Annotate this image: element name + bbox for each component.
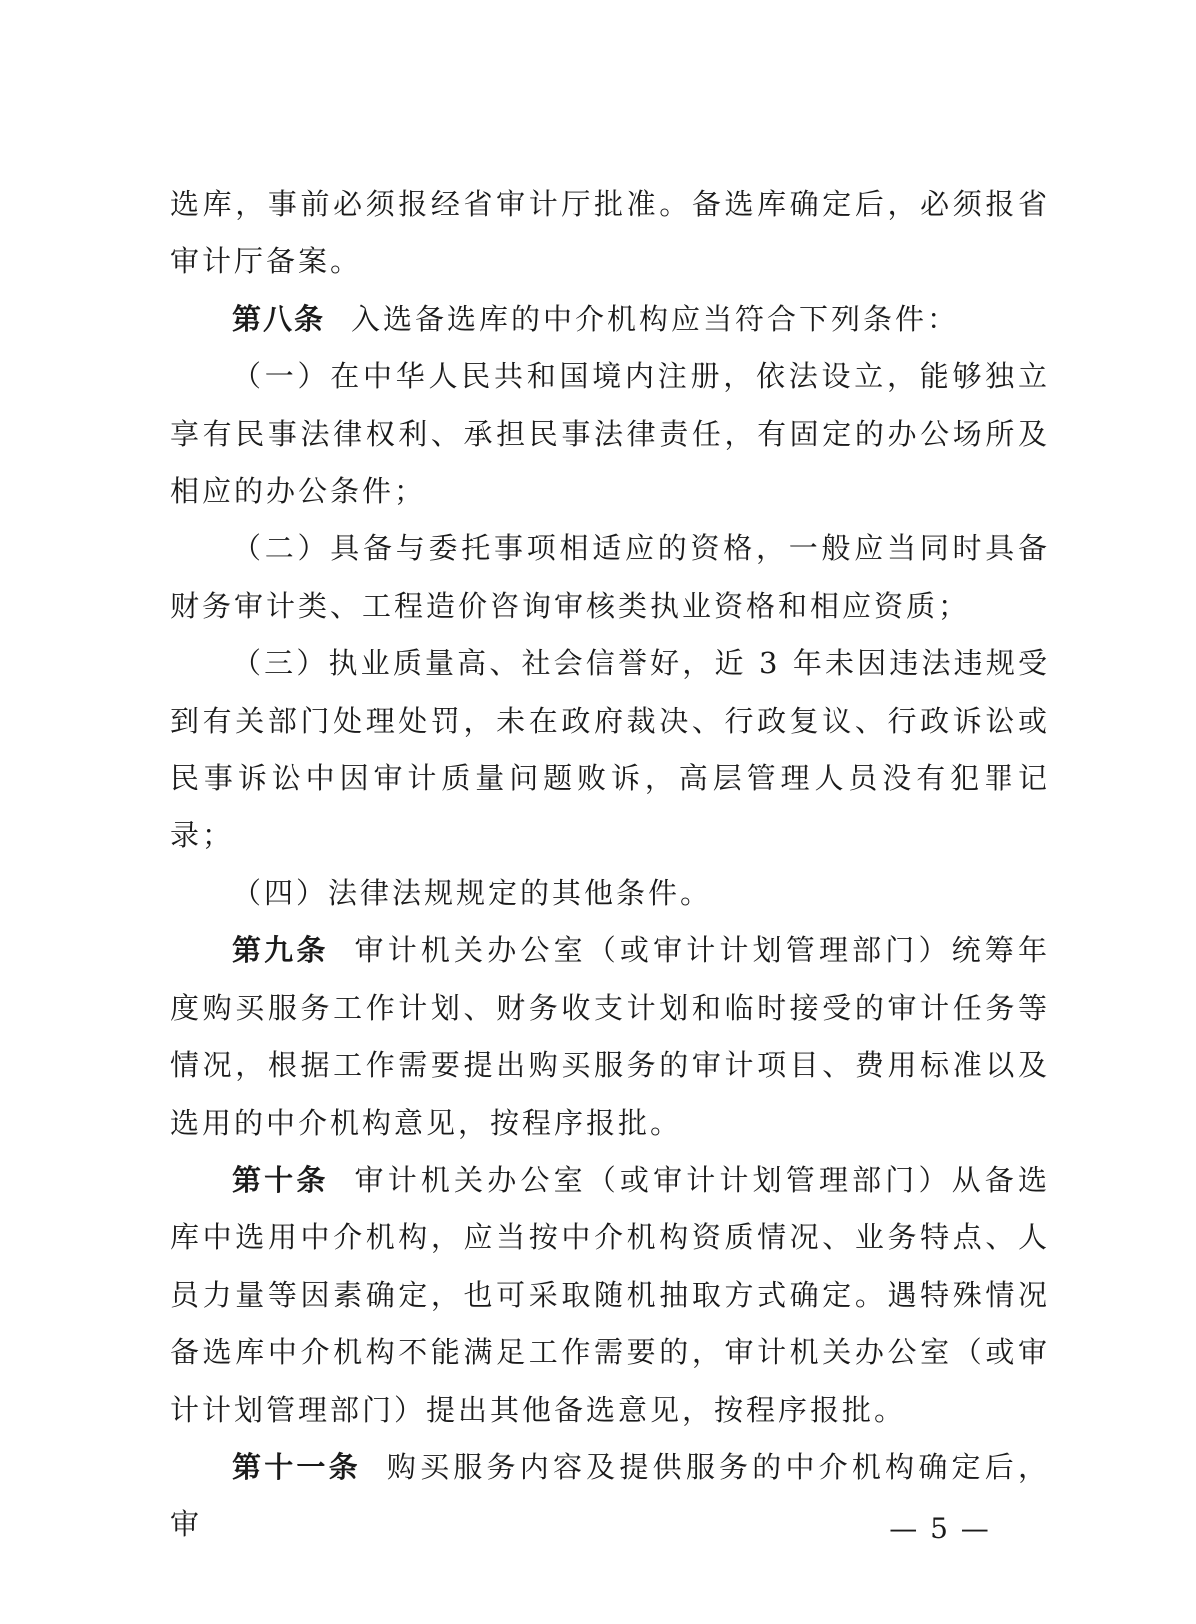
article-heading: 第十条 bbox=[232, 1162, 329, 1197]
page-number: — 5 — bbox=[889, 1512, 991, 1545]
list-item-4: （四）法律法规规定的其他条件。 bbox=[232, 875, 713, 910]
list-item-1: （一）在中华人民共和国境内注册，依法设立，能够独立享有民事法律权利、承担民事法律责任，有固定的办公场所及相应的办公条件； bbox=[170, 359, 1050, 509]
article-9 bbox=[170, 922, 1050, 1152]
article-10 bbox=[170, 1152, 1050, 1439]
article-text: 购买服务内容及提供服务的中介机构确定后，审 bbox=[170, 1449, 1050, 1542]
list-item-3: （三）执业质量高、社会信誉好，近 3 年未因违法违规受到有关部门处理处罚，未在政府裁决、行政复议、行政诉讼或民事诉讼中因审计质量问题败诉，高层管理人员没有犯罪记录； bbox=[170, 646, 1050, 853]
paragraph-continuation: 选库，事前必须报经省审计厅批准。备选库确定后，必须报省审计厅备案。 bbox=[170, 187, 1050, 279]
article-heading: 第十一条 bbox=[232, 1449, 361, 1484]
article-text: 审计机关办公室（或审计计划管理部门）统筹年度购买服务工作计划、财务收支计划和临时接受的审计任务等情况，根据工作需要提出购买服务的审计项目、费用标准以及选用的中介机构意见，按程序报批。 bbox=[170, 933, 1050, 1140]
body-text bbox=[170, 176, 1050, 1554]
list-item-2: （二）具备与委托事项相适应的资格，一般应当同时具备财务审计类、工程造价咨询审核类执业资格和相应资质； bbox=[170, 531, 1050, 623]
article-heading: 第八条 bbox=[232, 301, 326, 336]
article-heading: 第九条 bbox=[232, 933, 329, 968]
article-text: 审计机关办公室（或审计计划管理部门）从备选库中选用中介机构，应当按中介机构资质情况、业务特点、人员力量等因素确定，也可采取随机抽取方式确定。遇特殊情况备选库中介机构不能满足工作需要的，审计机关办公室（或审计计划管理部门）提出其他备选意见，按程序报批。 bbox=[170, 1162, 1050, 1427]
article-8 bbox=[170, 291, 1050, 348]
article-text: 入选备选库的中介机构应当符合下列条件： bbox=[351, 301, 960, 336]
